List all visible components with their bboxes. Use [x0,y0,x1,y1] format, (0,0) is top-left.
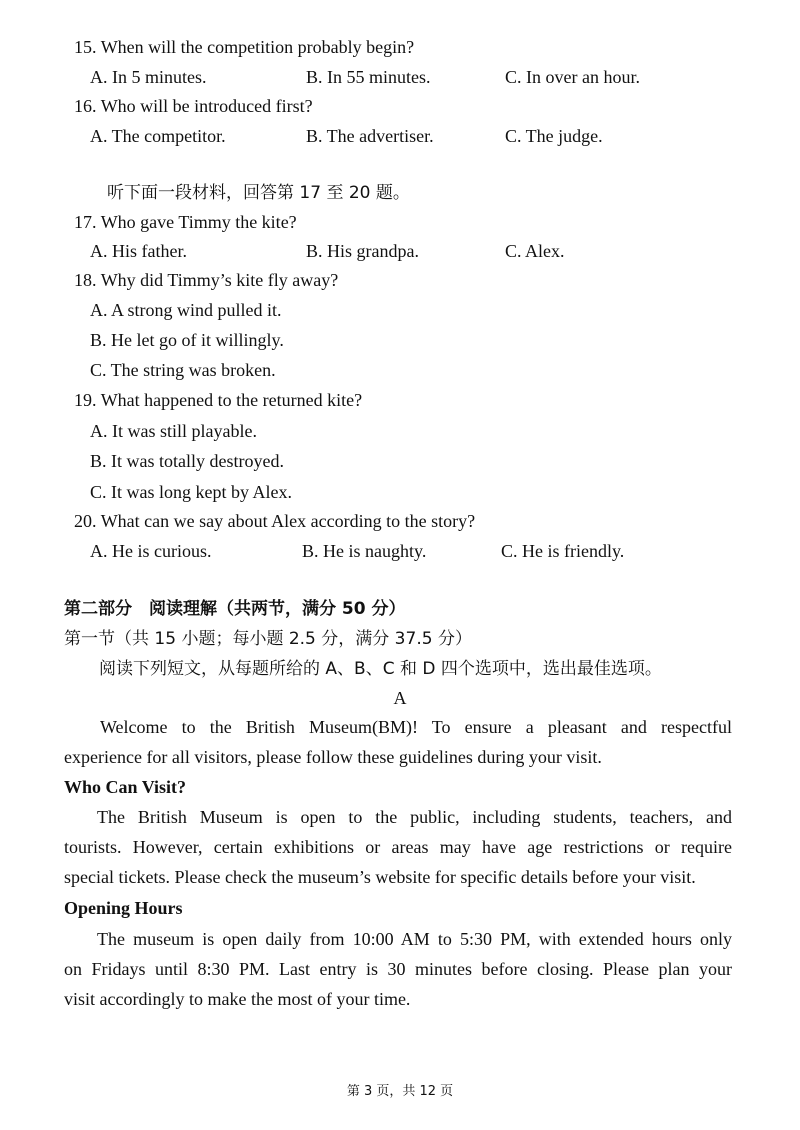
q17-option-b: B. His grandpa. [306,241,419,261]
question-20: 20. What can we say about Alex according to the story? [74,511,476,531]
question-18: 18. Why did Timmy’s kite fly away? [74,270,339,290]
hours-line-3: visit accordingly to make the most of your time. [64,989,411,1009]
q15-option-b: B. In 55 minutes. [306,67,431,87]
hours-line-2: on Fridays until 8:30 PM. Last entry is 30 minutes before closing. Please plan your [64,959,732,979]
heading-who-can-visit: Who Can Visit? [64,777,187,797]
visit-line-2: tourists. However, certain exhibitions or areas may have age restrictions or require [64,837,732,857]
question-17: 17. Who gave Timmy the kite? [74,212,297,232]
passage-label: A [393,688,407,708]
visit-line-1: The British Museum is open to the public, including students, teachers, and [97,807,732,827]
q18-option-c: C. The string was broken. [90,360,276,380]
q20-option-c: C. He is friendly. [501,541,625,561]
question-19: 19. What happened to the returned kite? [74,390,363,410]
hours-line-1: The museum is open daily from 10:00 AM to 5:30 PM, with extended hours only [97,929,732,949]
reading-instruction: 阅读下列短文，从每题所给的 A、B、C 和 D 四个选项中，选出最佳选项。 [99,659,662,679]
q16-option-a: A. The competitor. [90,126,226,146]
visit-line-3: special tickets. Please check the museum’s website for specific details before your visit. [64,867,696,887]
heading-opening-hours: Opening Hours [64,898,183,918]
q17-option-c: C. Alex. [505,241,565,261]
question-16: 16. Who will be introduced first? [74,96,313,116]
q18-option-a: A. A strong wind pulled it. [90,300,282,320]
q16-option-c: C. The judge. [505,126,603,146]
q15-option-a: A. In 5 minutes. [90,67,207,87]
q19-option-b: B. It was totally destroyed. [90,451,284,471]
part-two-title: 第二部分 阅读理解（共两节，满分 50 分） [64,599,406,619]
q16-option-b: B. The advertiser. [306,126,434,146]
page-footer: 第 3 页，共 12 页 [346,1084,454,1099]
q15-option-c: C. In over an hour. [505,67,640,87]
passage-intro-line-1: Welcome to the British Museum(BM)! To ensure a pleasant and respectful [100,717,732,737]
q19-option-c: C. It was long kept by Alex. [90,482,292,502]
q17-option-a: A. His father. [90,241,187,261]
q20-option-b: B. He is naughty. [302,541,427,561]
passage-intro-line-2: experience for all visitors, please follow these guidelines during your visit. [64,747,602,767]
q19-option-a: A. It was still playable. [90,421,257,441]
q20-option-a: A. He is curious. [90,541,212,561]
question-15: 15. When will the competition probably begin? [74,37,415,57]
listening-instruction: 听下面一段材料，回答第 17 至 20 题。 [107,183,410,203]
q18-option-b: B. He let go of it willingly. [90,330,284,350]
section-one-title: 第一节（共 15 小题；每小题 2.5 分，满分 37.5 分） [64,629,472,649]
